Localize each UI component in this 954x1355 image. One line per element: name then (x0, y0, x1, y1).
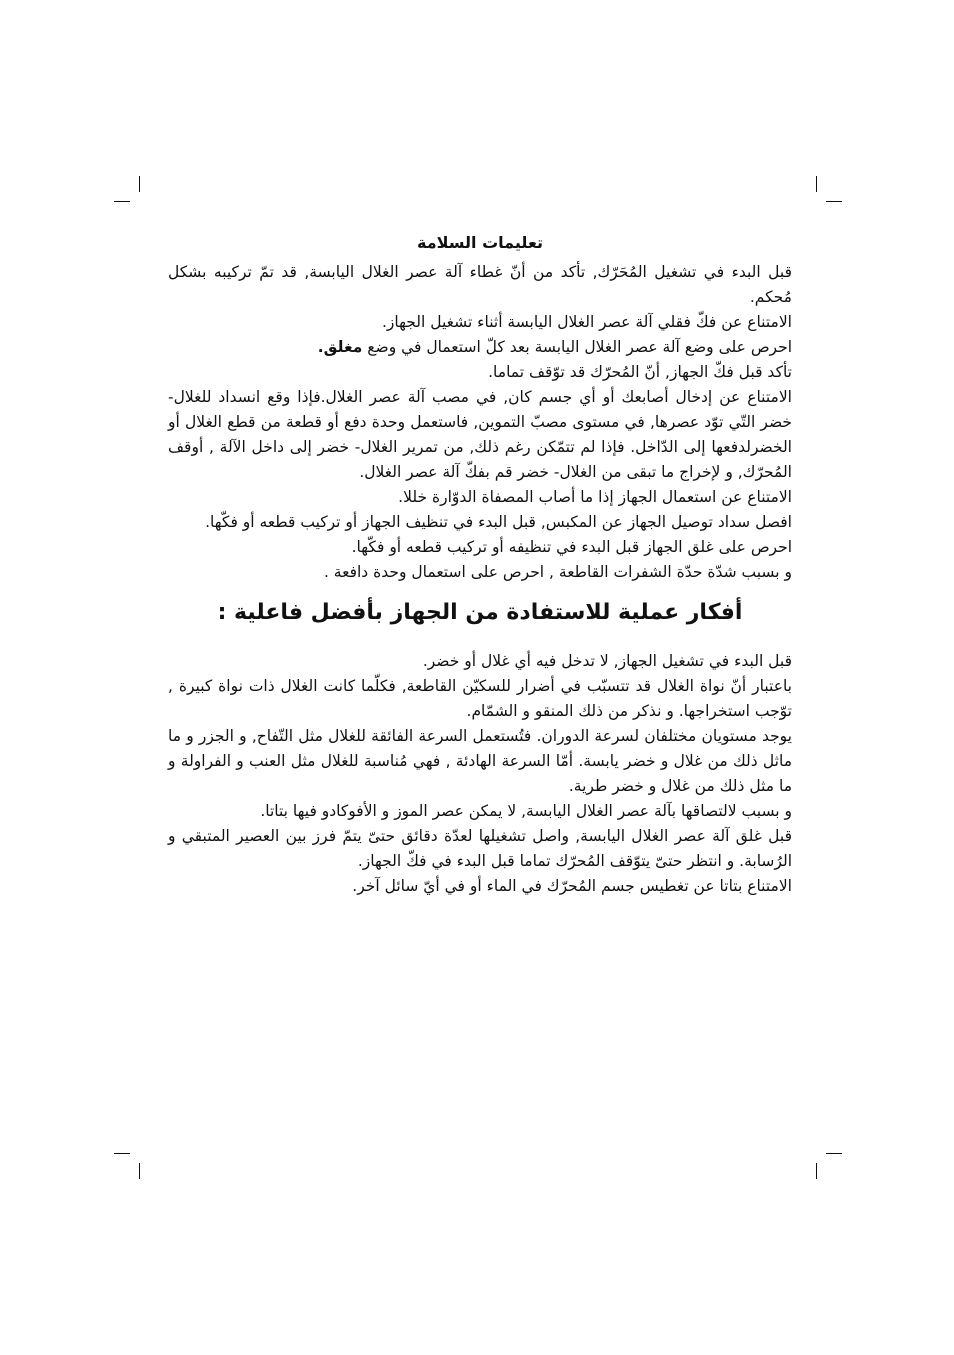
crop-mark-top-left-vertical (139, 176, 140, 192)
safety-item: احرص على غلق الجهاز قبل البدء في تنظيفه أو تركيب قطعه أو فكّها. (351, 538, 792, 556)
tip-item: قبل غلق آلة عصر الغلال اليابسة, واصل تشغيلها لعدّة دقائق حتىّ يتمّ فرز بين العصير المتبقي و الرُسابة. و انتظر حتىّ يتوّقف المُحرّك تماما قبل البدء في فكّ الجهاز. (168, 827, 792, 870)
safety-item: الامتناع عن استعمال الجهاز إذا ما أصاب المصفاة الدوّارة خللا. (398, 488, 792, 506)
safety-item: الامتناع عن فكّ فقلي آلة عصر الغلال اليابسة أثناء تشغيل الجهاز. (381, 313, 792, 331)
crop-mark-bottom-right-horizontal (826, 1153, 842, 1154)
document-content (168, 230, 792, 899)
safety-item: و بسبب شدّة حدّة الشفرات القاطعة , احرص على استعمال وحدة دافعة . (323, 563, 792, 581)
crop-mark-top-left-horizontal (114, 201, 130, 202)
tip-item: باعتبار أنّ نواة الغلال قد تتسبّب في أضرار للسكيّن القاطعة, فكلّما كانت الغلال ذات نواة كبيرة , توّجب استخراجها. و نذكر من ذلك المنقو و الشمّام. (168, 677, 792, 720)
crop-mark-top-right-horizontal (826, 201, 842, 202)
tip-item: يوجد مستويان مختلفان لسرعة الدوران. فتُستعمل السرعة الفائقة للغلال مثل التّفاح, و الجزر و ما ماثل ذلك من غلال و خضر يابسة. أمّا السرعة الهادئة , فهي مُناسبة للغلال مثل العنب و الفراولة و ما مثل ذلك من غلال و خضر طرية. (168, 727, 792, 795)
safety-title: تعليمات السلامة (416, 233, 543, 252)
safety-item: الامتناع عن إدخال أصابعك أو أي جسم كان, في مصب آلة عصر الغلال.فإذا وقع انسداد للغلال- خضر التّي توّد عصرها, في مستوى مصبّ التموين, فاستعمل وحدة دفع أو قطعة من قطع الغلال أو الخضرلدفعها إلى الدّاخل. فإذا لم تتمّكن رغم ذلك, من تمرير الغلال- خضر إلى داخل الآلة , أوقف المُحرّك, و لإخراج ما تبقى من الغلال- خضر قم بفكّ آلة عصر الغلال. (168, 388, 792, 481)
safety-lock-bold: مغلق. (317, 338, 363, 356)
tips-title: أفكار عملية للاستفادة من الجهاز بأفضل فاعلية : (217, 600, 743, 625)
tip-item: قبل البدء في تشغيل الجهاز, لا تدخل فيه أي غلال أو خضر. (422, 652, 792, 670)
crop-mark-bottom-left-vertical (139, 1163, 140, 1179)
safety-item-lock (168, 335, 792, 360)
crop-mark-bottom-right-vertical (816, 1163, 817, 1179)
tip-item: و بسبب لالتصاقها بآلة عصر الغلال اليابسة, لا يمكن عصر الموز و الأفوكادو فيها بتاتا. (260, 802, 792, 820)
safety-item: قبل البدء في تشغيل المُحَرّك, تأكد من أنّ غطاء آلة عصر الغلال اليابسة, قد تمّ تركيبه بشكل مُحكم. (168, 263, 792, 306)
safety-item: افصل سداد توصيل الجهاز عن المكبس, قبل البدء في تنظيف الجهاز أو تركيب قطعه أو فكّها. (205, 513, 792, 531)
safety-lock-text: احرص على وضع آلة عصر الغلال اليابسة بعد كلّ استعمال في وضع (367, 338, 792, 356)
safety-item: تأكد قبل فكّ الجهاز, أنّ المُحرّك قد توّقف تماما. (488, 363, 792, 381)
tip-item: الامتناع بتاتا عن تغطيس جسم المُحرّك في الماء أو في أيّ سائل آخر. (352, 877, 792, 895)
crop-mark-top-right-vertical (816, 176, 817, 192)
crop-mark-bottom-left-horizontal (114, 1153, 130, 1154)
